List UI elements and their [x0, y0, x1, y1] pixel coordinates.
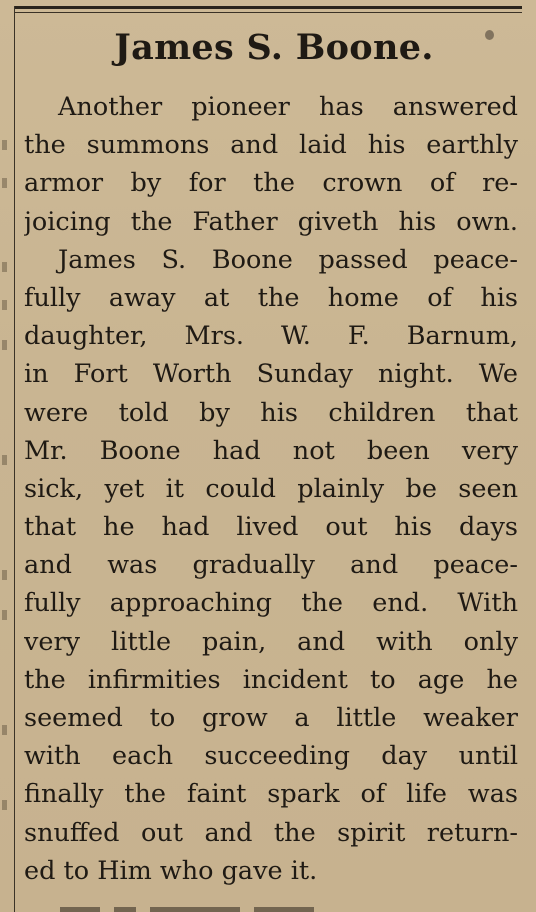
article-line: in Fort Worth Sunday night. We	[24, 359, 518, 390]
article-line: seemed to grow a little weaker	[24, 703, 518, 733]
article-line: the infirmities incident to age he	[24, 664, 518, 695]
article-line: Mr. Boone had not been very	[24, 435, 518, 466]
article-line: Another pioneer has answered	[58, 92, 518, 122]
article-line: that he had lived out his days	[24, 512, 518, 543]
article-line: with each succeeding day until	[24, 741, 518, 772]
article-line: James S. Boone passed peace-	[58, 244, 518, 275]
article-line: sick, yet it could plainly be seen	[24, 473, 518, 504]
article-line: fully away at the home of his	[24, 282, 518, 313]
article-line: very little pain, and with only	[24, 626, 518, 657]
article-line: daughter, Mrs. W. F. Barnum,	[24, 321, 518, 352]
article-line: were told by his children that	[24, 397, 518, 428]
article-line: ed to Him who gave it.	[24, 855, 318, 886]
article-line: joicing the Father giveth his own.	[24, 206, 518, 237]
article-headline: James S. Boone.	[114, 27, 434, 68]
adjacent-column-fragments	[0, 0, 12, 912]
article-body	[24, 88, 518, 890]
article-line: armor by for the crown of re-	[24, 168, 518, 199]
article-line: fully approaching the end. With	[24, 588, 518, 619]
top-rule	[14, 6, 522, 9]
article-line: the summons and laid his earthly	[24, 130, 518, 161]
article-line: and was gradually and peace-	[24, 550, 518, 581]
column-rule	[14, 6, 15, 912]
article-line: snuffed out and the spirit return-	[24, 817, 518, 848]
article-line: finally the faint spark of life was	[24, 779, 518, 810]
top-rule-thin	[14, 12, 522, 13]
next-article-fragment	[60, 898, 360, 912]
